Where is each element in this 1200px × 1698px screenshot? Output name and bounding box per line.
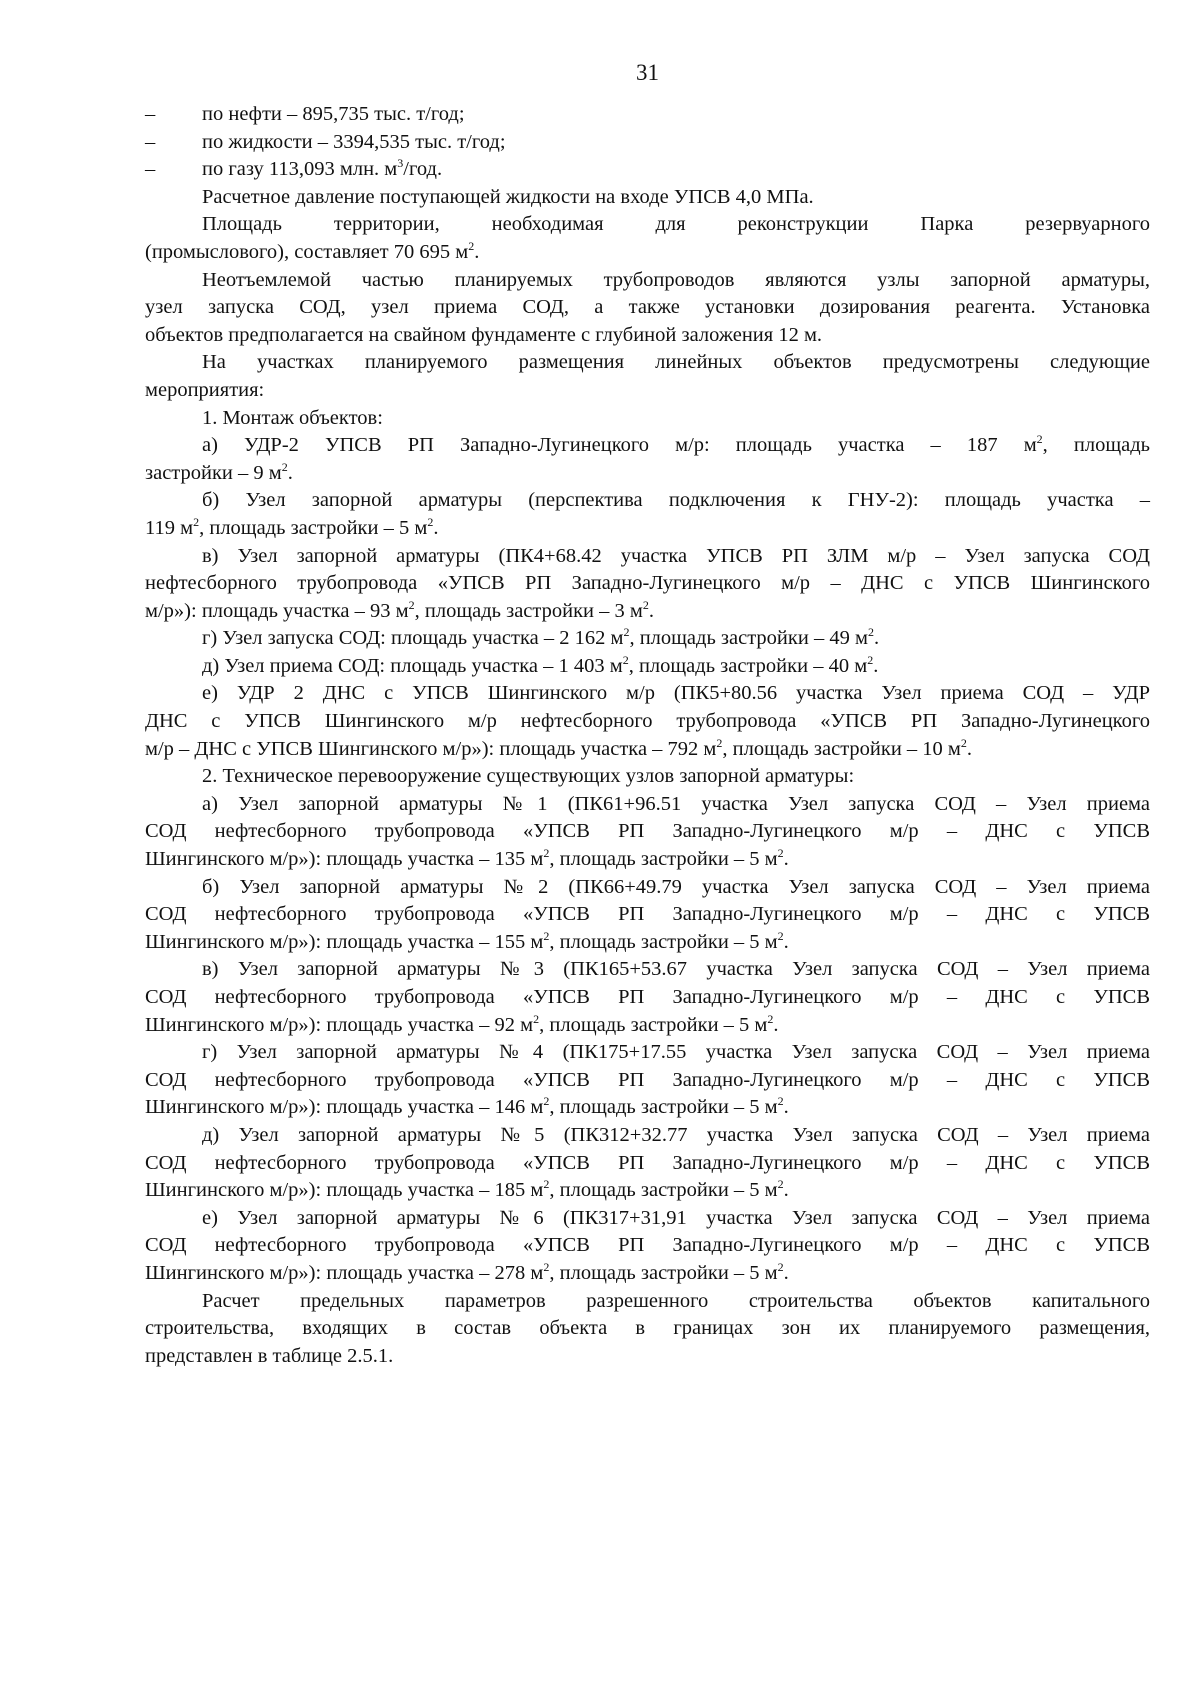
list-item: а) Узел запорной арматуры №1 (ПК61+96.51 участка Узел запуска СОД – Узел приема: [202, 792, 1150, 815]
dash-marker: –: [145, 103, 156, 125]
list-item: е) Узел запорной арматуры №6 (ПК317+31,91 участка Узел запуска СОД – Узел приема: [202, 1206, 1150, 1229]
list-item: м/р»): площадь участка – 93 $м^2$, площадь застройки – 3 $м^2$.: [145, 597, 654, 622]
paragraph-line: На участках планируемого размещения линейных объектов предусмотрены следующие: [202, 351, 1150, 374]
list-item: д) Узел запорной арматуры №5 (ПК312+32.77 участка Узел запуска СОД – Узел приема: [202, 1123, 1150, 1146]
paragraph-line: представлен в таблице 2.5.1.: [145, 1344, 394, 1367]
page-number: 31: [636, 60, 659, 85]
list-item: СОД нефтесборного трубопровода «УПСВ РП Западно-Лугинецкого м/р – ДНС с УПСВ: [145, 1151, 1150, 1174]
list-item: Шингинского м/р»): площадь участка – 92 $м^2$, площадь застройки – 5 $м^2$.: [145, 1011, 779, 1036]
paragraph-line: строительства, входящих в состав объекта в границах зон их планируемого размещения,: [145, 1317, 1150, 1340]
list-item: застройки – 9 $м^2$.: [145, 459, 293, 484]
list-item: е) УДР 2 ДНС с УПСВ Шингинского м/р (ПК5+80.56 участка Узел приема СОД – УДР: [202, 682, 1150, 705]
list-item: СОД нефтесборного трубопровода «УПСВ РП Западно-Лугинецкого м/р – ДНС с УПСВ: [145, 820, 1150, 843]
bullet-liquid: – по жидкости – 3394,535 тыс. т/год;: [145, 129, 1150, 157]
list-item: г) Узел запуска СОД: площадь участка – 2 162 $м^2$, площадь застройки – 49 $м^2$.: [202, 625, 880, 650]
list-item: Шингинского м/р»): площадь участка – 155 $м^2$, площадь застройки – 5 $м^2$.: [145, 928, 789, 953]
body-text: [145, 101, 1150, 1370]
dash-marker: –: [145, 130, 156, 153]
list-item: Шингинского м/р»): площадь участка – 135 $м^2$, площадь застройки – 5 $м^2$.: [145, 846, 789, 871]
list-heading: 2. Техническое перевооружение существующих узлов запорной арматуры:: [202, 765, 855, 788]
list-item: Шингинского м/р»): площадь участка – 185 $м^2$, площадь застройки – 5 $м^2$.: [145, 1177, 789, 1202]
list-item: нефтесборного трубопровода «УПСВ РП Западно-Лугинецкого м/р – ДНС с УПСВ Шингинского: [145, 572, 1150, 595]
dash-marker: –: [145, 158, 156, 181]
paragraph-line: (промыслового), составляет 70 695 $м^2$.: [145, 238, 480, 263]
list-item: д) Узел приема СОД: площадь участка – 1 403 $м^2$, площадь застройки – 40 $м^2$.: [202, 652, 879, 677]
list-item: б) Узел запорной арматуры №2 (ПК66+49.79 участка Узел запуска СОД – Узел приема: [202, 875, 1150, 898]
paragraph-line: объектов предполагается на свайном фундаменте с глубиной заложения 12 м.: [145, 323, 823, 346]
list-item: м/р – ДНС с УПСВ Шингинского м/р»): площадь участка – 792 $м^2$, площадь застройки – 10 $м^2$.: [145, 735, 973, 760]
list-item: ДНС с УПСВ Шингинского м/р нефтесборного трубопровода «УПСВ РП Западно-Лугинецкого: [145, 710, 1150, 733]
list-item: б) Узел запорной арматуры (перспектива подключения к ГНУ-2): площадь участка –: [202, 489, 1150, 512]
bullet-gas: – по газу 113,093 млн. $м^3$/год.: [145, 156, 1150, 184]
list-item: 119 $м^2$, площадь застройки – 5 $м^2$.: [145, 514, 439, 539]
list-item: СОД нефтесборного трубопровода «УПСВ РП Западно-Лугинецкого м/р – ДНС с УПСВ: [145, 986, 1150, 1008]
list-item: в) Узел запорной арматуры №3 (ПК165+53.67 участка Узел запуска СОД – Узел приема: [202, 958, 1150, 981]
paragraph-line: Площадь территории, необходимая для реконструкции Парка резервуарного: [202, 213, 1150, 236]
paragraph-line: Расчет предельных параметров разрешенного строительства объектов капитального: [202, 1289, 1150, 1312]
paragraph-line: узел запуска СОД, узел приема СОД, а также установки дозирования реагента. Установка: [145, 296, 1150, 319]
list-item: а) УДР-2 УПСВ РП Западно-Лугинецкого м/р: площадь участка – 187 $м^2$, площадь: [202, 432, 1150, 457]
list-item: СОД нефтесборного трубопровода «УПСВ РП Западно-Лугинецкого м/р – ДНС с УПСВ: [145, 903, 1150, 926]
paragraph-line: мероприятия:: [145, 378, 265, 401]
list-item: Шингинского м/р»): площадь участка – 278 $м^2$, площадь застройки – 5 $м^2$.: [145, 1259, 789, 1284]
list-item: СОД нефтесборного трубопровода «УПСВ РП Западно-Лугинецкого м/р – ДНС с УПСВ: [145, 1068, 1150, 1091]
list-item: в) Узел запорной арматуры (ПК4+68.42 участка УПСВ РП ЗЛМ м/р – Узел запуска СОД: [202, 544, 1150, 567]
bullet-oil: – по нефти – 895,735 тыс. т/год;: [145, 101, 1150, 129]
list-heading: 1. Монтаж объектов:: [202, 406, 383, 429]
list-item: Шингинского м/р»): площадь участка – 146 $м^2$, площадь застройки – 5 $м^2$.: [145, 1094, 789, 1119]
paragraph-line: Неотъемлемой частью планируемых трубопроводов являются узлы запорной арматуры,: [202, 268, 1150, 291]
list-item: г) Узел запорной арматуры №4 (ПК175+17.55 участка Узел запуска СОД – Узел приема: [202, 1041, 1150, 1064]
list-item: СОД нефтесборного трубопровода «УПСВ РП Западно-Лугинецкого м/р – ДНС с УПСВ: [145, 1234, 1150, 1257]
paragraph-line: Расчетное давление поступающей жидкости на входе УПСВ 4,0 МПа.: [202, 185, 814, 208]
